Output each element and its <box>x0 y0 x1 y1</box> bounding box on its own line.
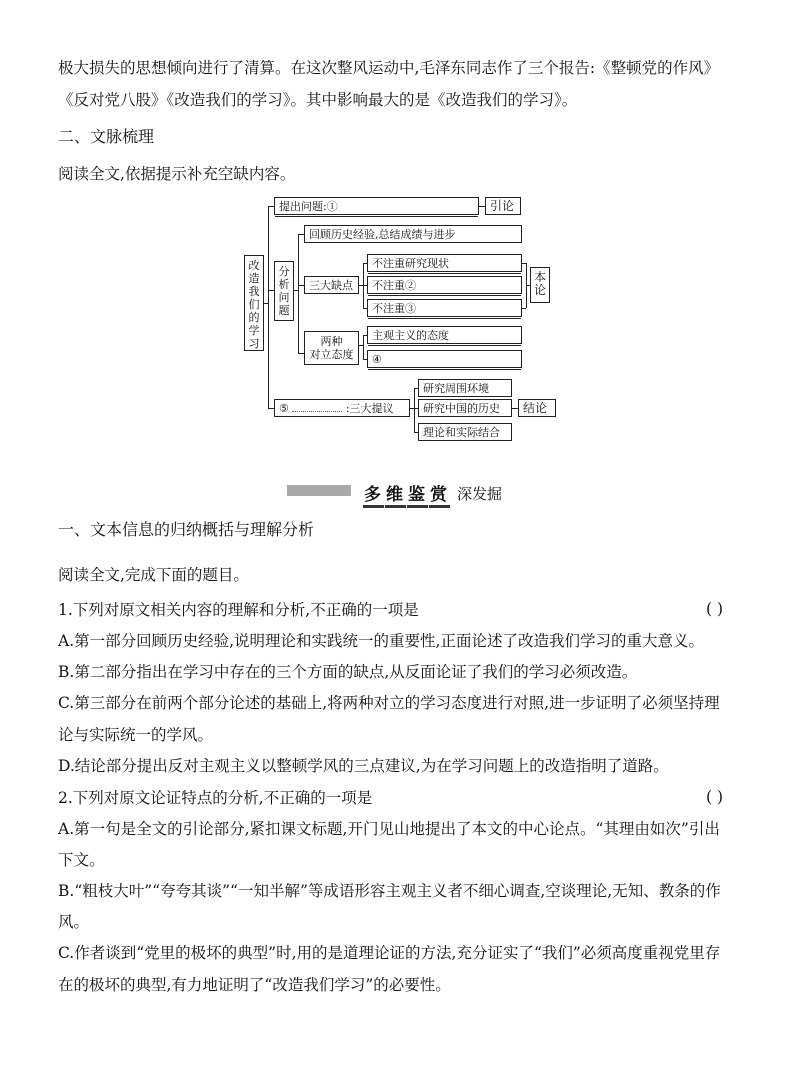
section1-instruction: 阅读全文,完成下面的题目。 <box>58 566 249 584</box>
banner-bar <box>287 485 351 496</box>
tag-branch-3 <box>522 308 526 309</box>
attitude-item-2: ④ <box>367 350 522 368</box>
shortcomings-label: 三大缺点 <box>304 276 359 294</box>
q2-option-c-line1: C.作者谈到“党里的极坏的典型”时,用的是道理论证的方法,充分证实了“我们”必须高度重视党里存 <box>58 944 721 962</box>
shortcoming-item-1: 不注重研究现状 <box>367 254 522 272</box>
section1-heading: 一、文本信息的归纳概括与理解分析 <box>58 520 315 539</box>
conclusion-tag: 结论 <box>518 399 556 417</box>
attitude-item-1: 主观主义的态度 <box>367 326 522 344</box>
section2-instruction: 阅读全文,依据提示补充空缺内容。 <box>58 165 296 183</box>
blank-dots <box>292 411 342 412</box>
q2-option-c-line2: 在的极坏的典型,有力地证明了“改造我们学习”的必要性。 <box>58 976 451 994</box>
intro-tag: 引论 <box>485 197 521 215</box>
banner-char-1: 多 <box>363 480 384 508</box>
conclusion-box <box>274 399 410 417</box>
q1-stem: 1.下列对原文相关内容的理解和分析,不正确的一项是 <box>58 601 419 619</box>
q2-option-b-line2: 风。 <box>58 913 90 931</box>
shortcoming-item-2: 不注重② <box>367 276 522 294</box>
q2-stem: 2.下列对原文论证特点的分析,不正确的一项是 <box>58 789 373 807</box>
attitudes-label-2: 对立态度 <box>309 348 354 361</box>
q1-answer-paren: ( ) <box>706 600 724 618</box>
analysis-spine-connector <box>294 290 298 291</box>
conclusion-item-3: 理论和实际结合 <box>418 423 512 441</box>
q1-option-a: A.第一部分回顾历史经验,说明理论和实践统一的重要性,正面论述了改造我们学习的重大意义。 <box>58 632 704 650</box>
attitudes-label <box>304 331 359 365</box>
conclusion-item-1: 研究周围环境 <box>418 379 512 397</box>
conclusion-item-2: 研究中国的历史 <box>418 399 512 417</box>
raise-question-box: 提出问题:① <box>274 197 479 215</box>
shortcoming-item-3: 不注重③ <box>367 299 522 317</box>
section2-heading: 二、文脉梳理 <box>58 127 155 146</box>
q2-option-a-line2: 下文。 <box>58 851 105 869</box>
q1-option-d: D.结论部分提出反对主观主义以整顿学风的三点建议,为在学习问题上的改造指明了道路。 <box>58 757 669 775</box>
conclusion-spine <box>414 388 415 432</box>
q1-option-c-line1: C.第三部分在前两个部分论述的基础上,将两种对立的学习态度进行对照,进一步证明了必须坚持理 <box>58 694 720 712</box>
attitudes-spine <box>363 335 364 359</box>
q1-option-b: B.第二部分指出在学习中存在的三个方面的缺点,从反面论证了我们的学习必须改造。 <box>58 663 638 681</box>
banner-char-2: 维 <box>385 480 406 508</box>
banner-char-4: 赏 <box>429 480 450 508</box>
intro-line-1: 极大损失的思想倾向进行了清算。在这次整风运动中,毛泽东同志作了三个报告:《整顿党的作风》 <box>58 59 720 77</box>
conclusion-label: ⑤ <box>279 402 289 415</box>
analysis-box: 分析问题 <box>274 261 294 321</box>
q1-option-c-line2: 论与实际统一的学风。 <box>58 726 214 744</box>
analysis-spine <box>298 234 299 353</box>
structure-diagram <box>242 193 562 445</box>
attitudes-label-1: 两种 <box>320 335 343 348</box>
conclusion-suffix: :三大提议 <box>345 402 394 415</box>
q2-option-a-line1: A.第一句是全文的引论部分,紧扣课文标题,开门见山地提出了本文的中心论点。“其理由如次”引出 <box>58 820 720 838</box>
banner-sub: 深发掘 <box>457 485 503 503</box>
diagram-root: 改造我们的学习 <box>244 255 264 351</box>
banner-title <box>363 480 451 508</box>
q2-answer-paren: ( ) <box>706 788 724 806</box>
root-connector <box>264 303 268 304</box>
q2-option-b-line1: B.“粗枝大叶”“夸夸其谈”“一知半解”等成语形容主观主义者不细心调查,空谈理论,无知、教条的作 <box>58 882 721 900</box>
banner-char-3: 鉴 <box>407 480 428 508</box>
history-box: 回顾历史经验,总结成绩与进步 <box>304 225 522 243</box>
main-body-tag: 本论 <box>530 267 550 303</box>
intro-line-2: 《反对党八股》《改造我们的学习》。其中影响最大的是《改造我们的学习》。 <box>58 91 578 109</box>
spine-line <box>268 206 269 408</box>
